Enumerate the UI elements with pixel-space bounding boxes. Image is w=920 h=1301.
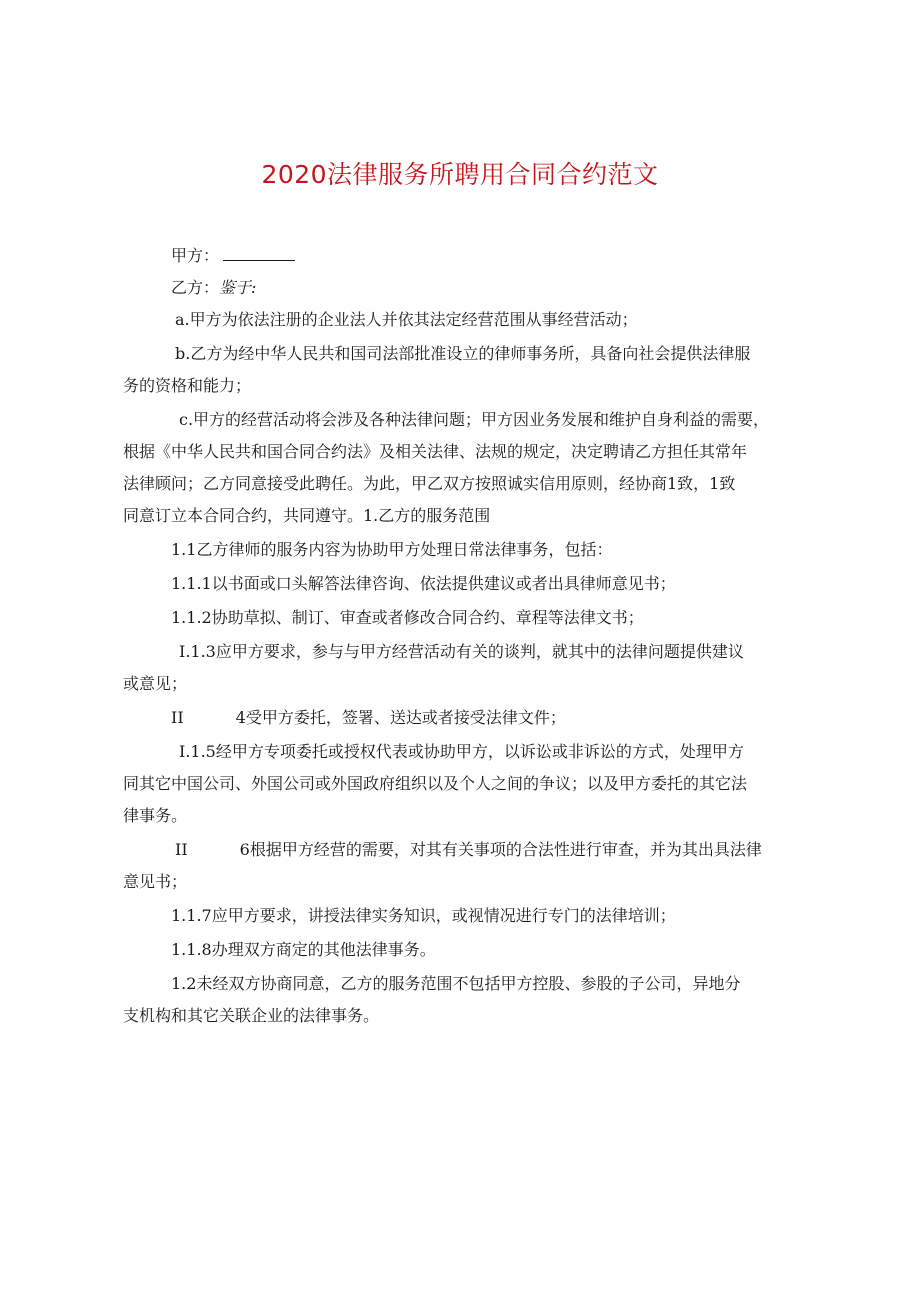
paragraph-line: b.乙方为经中华人民共和国司法部批准设立的律师事务所，具备向社会提供法律服 [175,344,751,363]
paragraph-line: 1.1.8办理双方商定的其他法律事务。 [171,940,436,959]
party-b-line [123,272,803,304]
paragraph-line: 或意见； [123,674,188,693]
whereas-label: 鉴于: [219,278,257,297]
paragraph-a [123,304,803,336]
party-a-line [123,240,803,272]
clause-1-1-1 [123,568,803,600]
paragraph-line [123,834,803,866]
paragraph-line: 1.1.2协助草拟、制订、审查或者修改合同合约、章程等法律文书； [171,608,644,627]
clause-1-1-2 [123,602,803,634]
party-b-label: 乙方： [171,278,220,297]
paragraph-line: c.甲方的经营活动将会涉及各种法律问题；甲方因业务发展和维护自身利益的需要， [179,410,770,429]
paragraph-line: 同意订立本合同合约，共同遵守。1.乙方的服务范围 [123,506,491,525]
clause-1-1-7 [123,900,803,932]
document-title: 2020法律服务所聘用合同合约范文 [261,160,659,189]
clause-1-2 [123,968,803,1032]
paragraph-line [123,702,803,734]
clause-1-1 [123,534,803,566]
paragraph-line: 根据《中华人民共和国合同合约法》及相关法律、法规的规定，决定聘请乙方担任其常年 [123,442,748,461]
clause-prefix: II [171,708,184,727]
clause-1-1-3 [123,636,803,700]
clause-1-1-5 [123,736,803,832]
paragraph-line: 1.2未经双方协商同意，乙方的服务范围不包括甲方控股、参股的子公司，异地分 [171,974,741,993]
clause-text: 4受甲方委托，签署、送达或者接受法律文件； [235,708,566,727]
paragraph-line: 1.1乙方律师的服务内容为协助甲方处理日常法律事务，包括： [171,540,613,559]
paragraph-line: a.甲方为依法注册的企业法人并依其法定经营范围从事经营活动； [175,310,638,329]
clause-1-1-8 [123,934,803,966]
paragraph-b [123,338,803,402]
party-a-label: 甲方： [171,246,220,265]
clause-1-1-4 [123,702,803,734]
paragraph-line: 同其它中国公司、外国公司或外国政府组织以及个人之间的争议；以及甲方委托的其它法 [123,774,748,793]
paragraph-line: 1.1.7应甲方要求，讲授法律实务知识，或视情况进行专门的法律培训； [171,906,676,925]
paragraph-line: 1.1.1以书面或口头解答法律咨询、依法提供建议或者出具律师意见书； [171,574,676,593]
paragraph-line: Ⅰ.1.3应甲方要求，参与与甲方经营活动有关的谈判，就其中的法律问题提供建议 [179,642,744,661]
paragraph-line: 支机构和其它关联企业的法律事务。 [123,1006,380,1025]
clause-prefix: II [175,840,188,859]
paragraph-line: 意见书； [123,872,188,891]
paragraph-line: 务的资格和能力； [123,376,252,395]
document-body [123,240,803,1034]
clause-text: 6根据甲方经营的需要，对其有关事项的合法性进行审查，并为其出具法律 [239,840,762,859]
party-a-blank [223,244,295,261]
paragraph-line: Ⅰ.1.5经甲方专项委托或授权代表或协助甲方，以诉讼或非诉讼的方式，处理甲方 [179,742,744,761]
paragraph-line: 律事务。 [123,806,188,825]
paragraph-line: 法律顾问；乙方同意接受此聘任。为此，甲乙双方按照诚实信用原则，经协商1致，1致 [123,474,736,493]
paragraph-c [123,404,803,532]
clause-1-1-6 [123,834,803,898]
